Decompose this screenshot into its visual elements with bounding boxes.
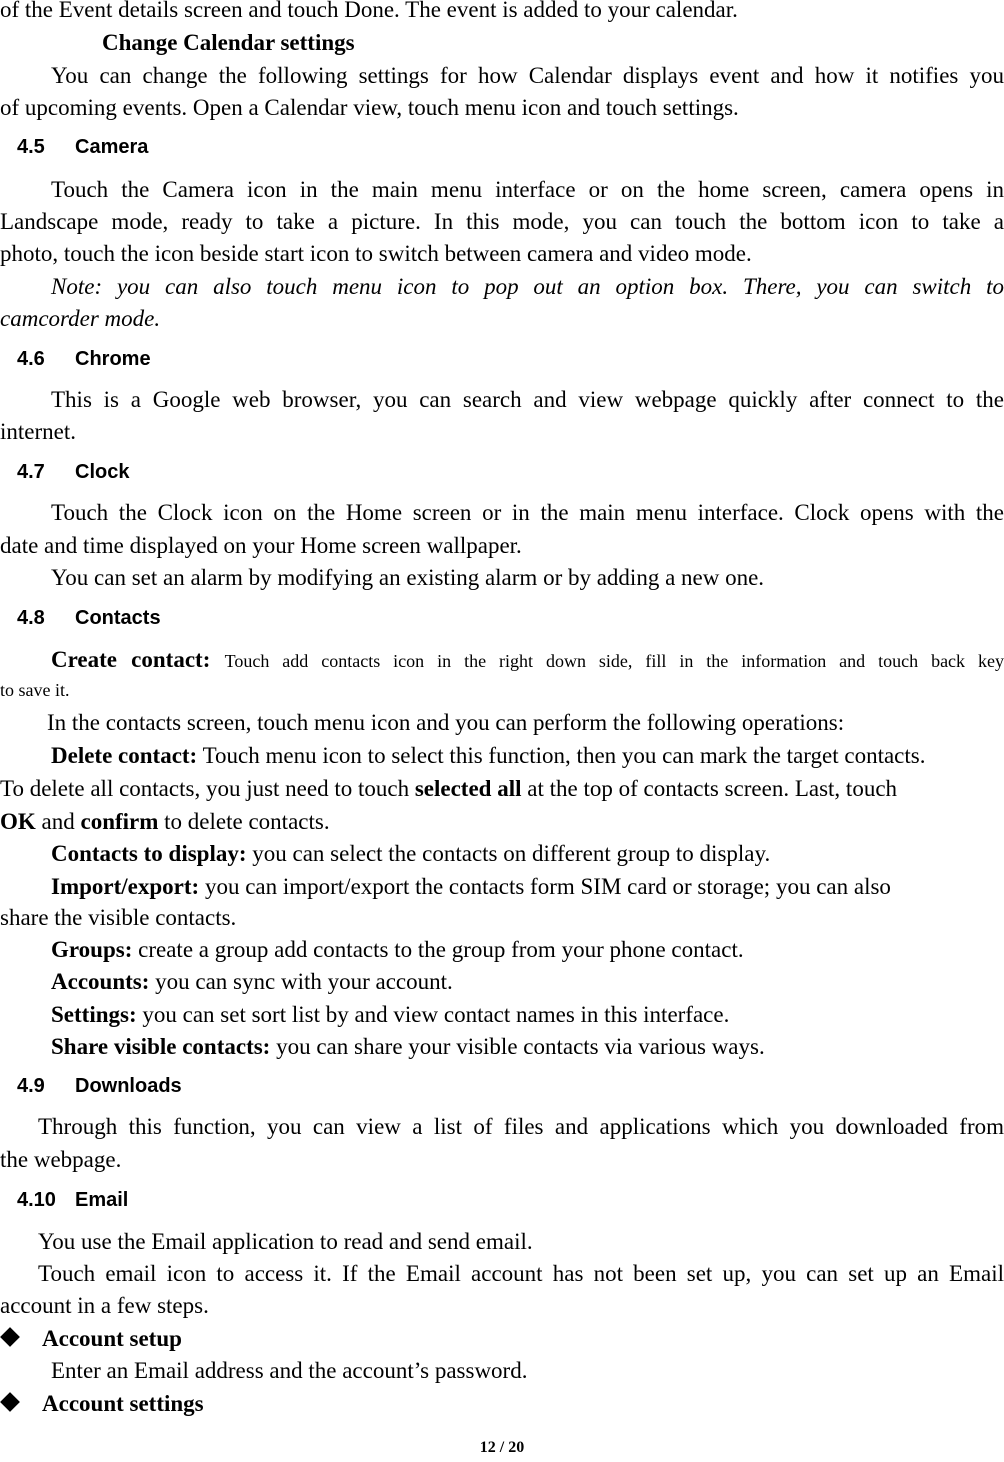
section-number: 4.5: [17, 136, 45, 158]
paragraph-line: of the Event details screen and touch Done. The event is added to your calendar.: [0, 0, 738, 22]
groups-text: create a group add contacts to the group from your phone contact.: [138, 937, 744, 962]
paragraph-line: Landscape mode, ready to take a picture. In this mode, you can touch the bottom icon to take a: [0, 209, 1004, 234]
contacts-delete-line-2: [0, 775, 897, 803]
ok-term: OK: [0, 809, 36, 834]
display-text: you can select the contacts on different group to display.: [252, 841, 771, 866]
paragraph-line: account in a few steps.: [0, 1293, 209, 1318]
section-number: 4.10: [17, 1189, 56, 1211]
section-number: 4.7: [17, 461, 45, 483]
paragraph-line: date and time displayed on your Home screen wallpaper.: [0, 533, 522, 558]
paragraph-line: photo, touch the icon beside start icon to switch between camera and video mode.: [0, 241, 752, 266]
section-title: Downloads: [75, 1075, 182, 1097]
label-accounts: Accounts:: [51, 969, 150, 994]
note-line: Note: you can also touch menu icon to pop out an option box. There, you can switch to: [51, 274, 1004, 299]
label-groups: Groups:: [51, 937, 133, 962]
section-heading-chrome: [17, 346, 151, 372]
bullet-label: Account settings: [42, 1391, 204, 1416]
note-line: camcorder mode.: [0, 306, 161, 331]
section-heading-camera: [17, 134, 148, 160]
delete-text-b: at the top of contacts screen. Last, touch: [527, 776, 898, 801]
confirm-term: confirm: [80, 809, 159, 834]
contacts-accounts-line: [51, 968, 453, 996]
section-title: Camera: [75, 136, 149, 158]
delete-text-end: to delete contacts.: [164, 809, 330, 834]
delete-contact-text: Touch menu icon to select this function, then you can mark the target contacts.: [202, 743, 926, 768]
label-delete-contact: Delete contact:: [51, 743, 198, 768]
label-contacts-to-display: Contacts to display:: [51, 841, 247, 866]
section-title: Clock: [75, 461, 130, 483]
paragraph-line: the webpage.: [0, 1147, 122, 1172]
settings-text: you can set sort list by and view contact names in this interface.: [142, 1002, 730, 1027]
paragraph-line: Through this function, you can view a list of files and applications which you downloaded from: [38, 1114, 1004, 1139]
subheading-change-calendar: Change Calendar settings: [102, 30, 355, 55]
paragraph-line: Touch email icon to access it. If the Email account has not been set up, you can set up an Email: [38, 1261, 1004, 1286]
diamond-bullet-icon: [0, 1327, 20, 1347]
page-number: 12 / 20: [479, 1439, 525, 1456]
paragraph-line: This is a Google web browser, you can search and view webpage quickly after connect to the: [51, 387, 1004, 412]
contacts-groups-line: [51, 936, 744, 964]
paragraph-line: internet.: [0, 419, 76, 444]
section-number: 4.9: [17, 1075, 45, 1097]
section-heading-clock: [17, 459, 129, 485]
accounts-text: you can sync with your account.: [155, 969, 453, 994]
import-text: you can import/export the contacts form SIM card or storage; you can also: [204, 874, 891, 899]
label-create-contact: Create contact:: [51, 647, 211, 672]
section-title: Email: [75, 1189, 129, 1211]
paragraph-line: You can change the following settings for how Calendar displays event and how it notifies you: [51, 63, 1004, 88]
bullet-item: [0, 1325, 182, 1353]
paragraph-line: Touch the Camera icon in the main menu interface or on the home screen, camera opens in: [51, 177, 1004, 202]
paragraph-line: of upcoming events. Open a Calendar view, touch menu icon and touch settings.: [0, 95, 739, 120]
share-text: you can share your visible contacts via various ways.: [276, 1034, 765, 1059]
delete-text-a: To delete all contacts, you just need to touch: [0, 776, 410, 801]
contacts-delete-line: [51, 742, 925, 770]
paragraph-line: Enter an Email address and the account’s password.: [51, 1358, 528, 1383]
section-number: 4.8: [17, 607, 45, 629]
and-word: and: [41, 809, 75, 834]
paragraph-line: You can set an alarm by modifying an existing alarm or by adding a new one.: [51, 565, 765, 590]
paragraph-line: share the visible contacts.: [0, 905, 237, 930]
paragraph-line: to save it.: [0, 680, 70, 700]
paragraph-line: Touch the Clock icon on the Home screen or in the main menu interface. Clock opens with the: [51, 500, 1004, 525]
section-heading-email: [17, 1187, 128, 1213]
contacts-display-line: [51, 840, 770, 868]
section-title: Contacts: [75, 607, 161, 629]
section-title: Chrome: [75, 348, 151, 370]
bullet-label: Account setup: [42, 1326, 182, 1351]
paragraph-line: In the contacts screen, touch menu icon and you can perform the following operations:: [47, 710, 845, 735]
bullet-item: [0, 1390, 204, 1418]
label-share-visible-contacts: Share visible contacts:: [51, 1034, 271, 1059]
diamond-bullet-icon: [0, 1392, 20, 1412]
section-number: 4.6: [17, 348, 45, 370]
contacts-create-line: [0, 646, 1004, 675]
paragraph-line: You use the Email application to read and send email.: [38, 1229, 533, 1254]
selected-all-term: selected all: [414, 776, 522, 801]
contacts-import-line: [51, 873, 891, 901]
create-contact-text: Touch add contacts icon in the right down side, fill in the information and touch back key: [224, 651, 1004, 671]
label-import-export: Import/export:: [51, 874, 200, 899]
contacts-delete-line-3: [0, 808, 330, 836]
label-settings: Settings:: [51, 1002, 137, 1027]
section-heading-contacts: [17, 605, 161, 631]
contacts-settings-line: [51, 1001, 729, 1029]
section-heading-downloads: [17, 1073, 182, 1099]
contacts-share-line: [51, 1033, 765, 1061]
